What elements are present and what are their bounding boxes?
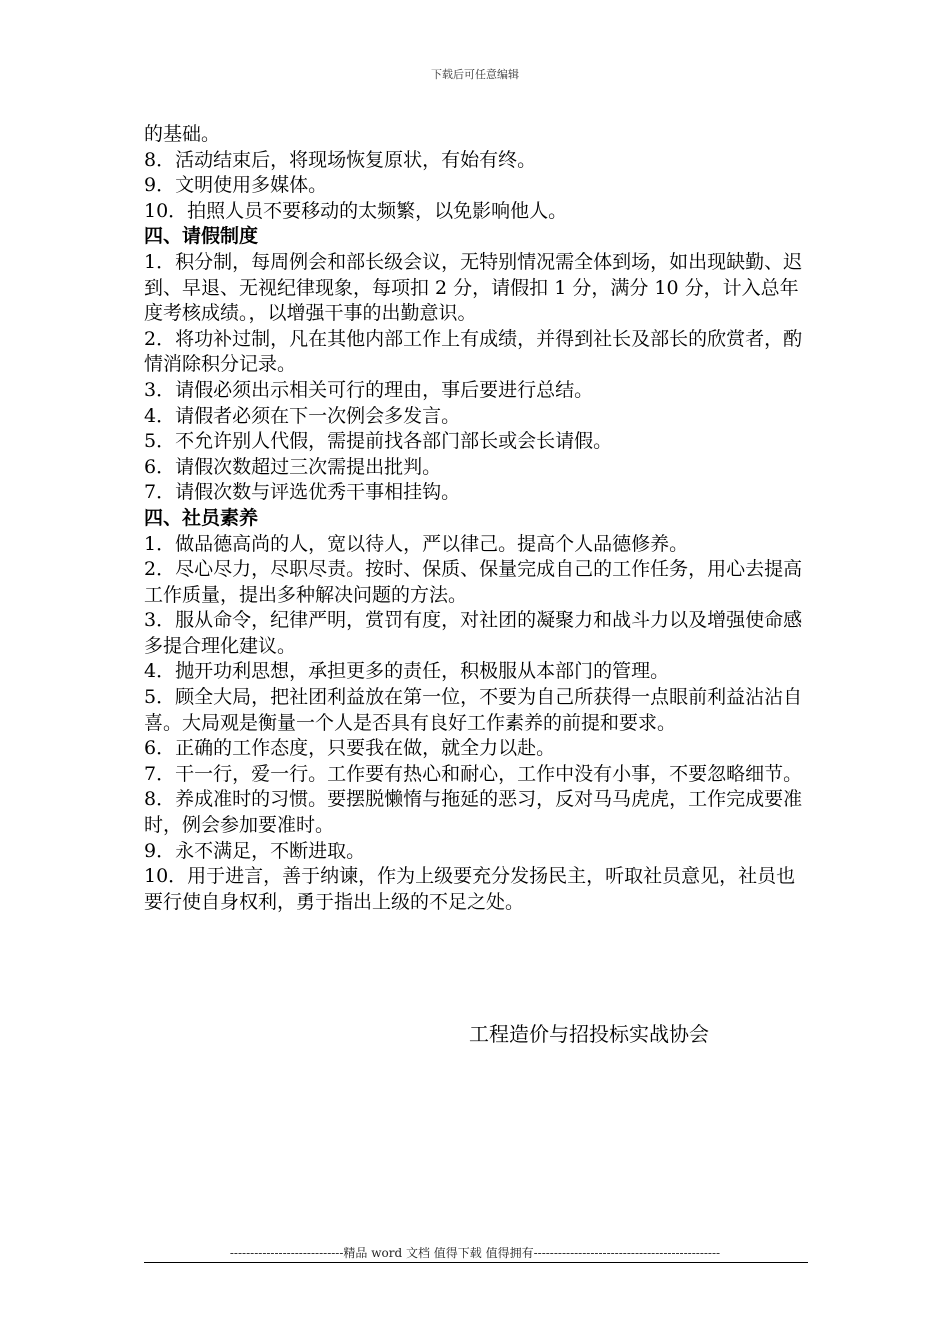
paragraph: 2．尽心尽力，尽职尽责。按时、保质、保量完成自己的工作任务，用心去提高工作质量，提出多种解决问题的方法。 xyxy=(144,558,803,606)
section-heading-leave-policy: 四、请假制度 xyxy=(144,225,259,248)
paragraph: 7．干一行，爱一行。工作要有热心和耐心，工作中没有小事，不要忽略细节。 xyxy=(144,762,803,785)
paragraph: 9．文明使用多媒体。 xyxy=(144,174,328,197)
paragraph: 4．请假者必须在下一次例会多发言。 xyxy=(144,404,461,427)
paragraph: 8．活动结束后，将现场恢复原状，有始有终。 xyxy=(144,148,537,171)
signature: 工程造价与招投标实战协会 xyxy=(469,1022,709,1046)
paragraph: 9．永不满足，不断进取。 xyxy=(144,839,366,862)
section-heading-member-quality: 四、社员素养 xyxy=(144,506,259,529)
footer-rule xyxy=(144,1262,808,1263)
paragraph: 5．顾全大局，把社团利益放在第一位，不要为自己所获得一点眼前利益沾沾自喜。大局观是衡量一个人是否具有良好工作素养的前提和要求。 xyxy=(144,686,803,734)
footer-note: ----------------------------精品 word 文档 值得下载 值得拥有---------------------------------------------- xyxy=(229,1246,721,1260)
paragraph: 10．用于进言，善于纳谏，作为上级要充分发扬民主，听取社员意见，社员也要行使自身权利，勇于指出上级的不足之处。 xyxy=(144,865,796,913)
paragraph: 6．请假次数超过三次需提出批判。 xyxy=(144,455,442,478)
header-note: 下载后可任意编辑 xyxy=(431,68,519,81)
paragraph: 10．拍照人员不要移动的太频繁，以免影响他人。 xyxy=(144,199,568,222)
paragraph: 1．做品德高尚的人，宽以待人，严以律己。提高个人品德修养。 xyxy=(144,532,689,555)
paragraph: 8．养成准时的习惯。要摆脱懒惰与拖延的恶习，反对马马虎虎，工作完成要准时，例会参加要准时。 xyxy=(144,788,803,837)
paragraph: 6．正确的工作态度，只要我在做，就全力以赴。 xyxy=(144,737,556,760)
paragraph: 1．积分制，每周例会和部长级会议，无特别情况需全体到场，如出现缺勤、迟到、早退、无视纪律现象，每项扣 2 分，请假扣 1 分，满分 10 分，计入总年度考核成绩。，以增强干事的出勤意识。 xyxy=(144,250,803,325)
document-body xyxy=(144,122,808,915)
paragraph: 2．将功补过制，凡在其他内部工作上有成绩，并得到社长及部长的欣赏者，酌情消除积分记录。 xyxy=(144,327,803,376)
paragraph: 的基础。 xyxy=(144,123,221,145)
paragraph: 3．服从命令，纪律严明，赏罚有度，对社团的凝聚力和战斗力以及增强使命感多提合理化建议。 xyxy=(144,609,803,657)
paragraph: 5．不允许别人代假，需提前找各部门部长或会长请假。 xyxy=(144,430,613,453)
paragraph: 7．请假次数与评选优秀干事相挂钩。 xyxy=(144,481,461,504)
paragraph: 3．请假必须出示相关可行的理由，事后要进行总结。 xyxy=(144,378,594,401)
paragraph: 4．抛开功利思想，承担更多的责任，积极服从本部门的管理。 xyxy=(144,660,670,683)
